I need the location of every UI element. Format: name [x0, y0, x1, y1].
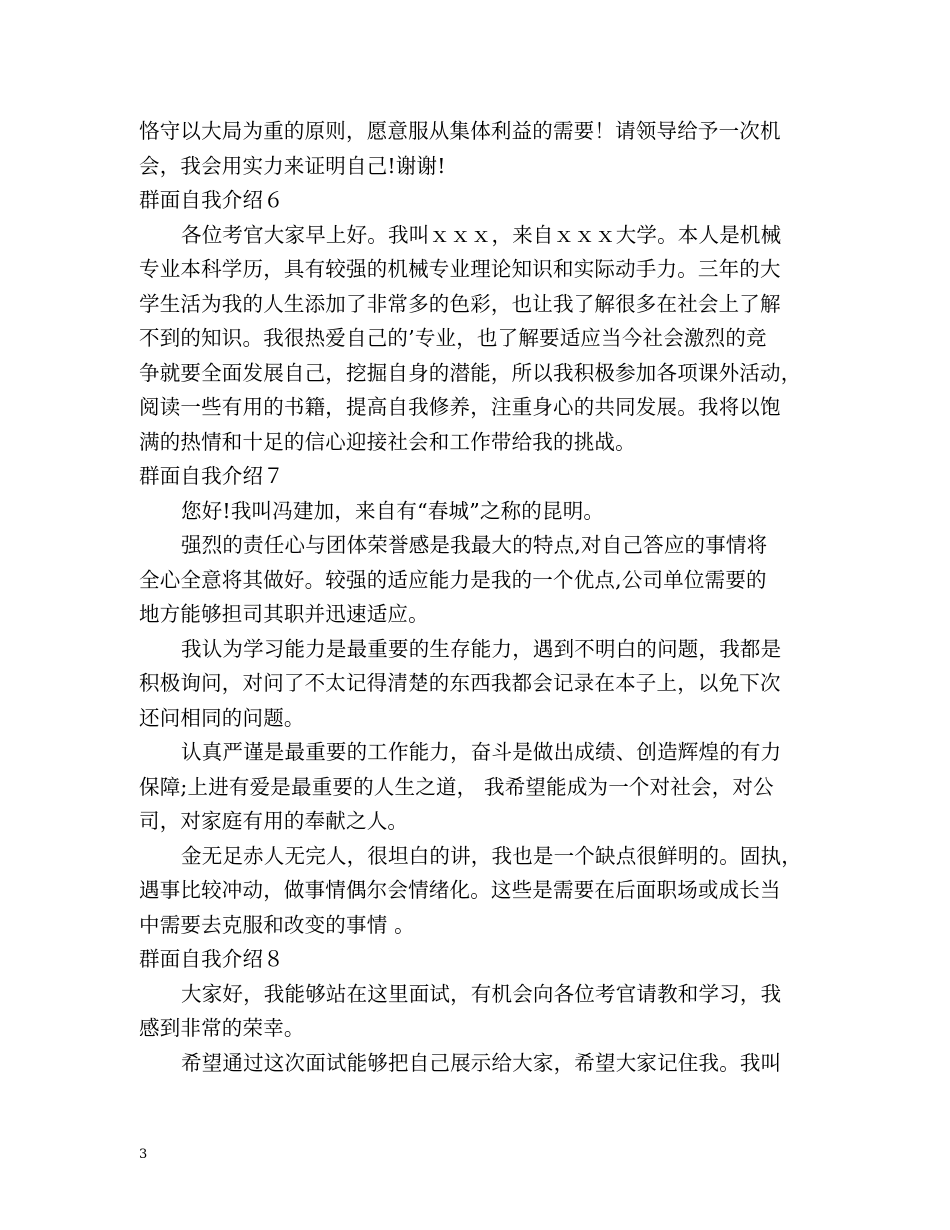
text-line: 积极询问，对问了不太记得清楚的东西我都会记录在本子上，以免下次 [139, 671, 781, 695]
text-line: 全心全意将其做好。较强的适应能力是我的一个优点,公司单位需要的 [139, 567, 767, 592]
text-line: 您好!我叫冯建加，来自有“春城”之称的昆明。 [181, 498, 605, 523]
text-line: 司，对家庭有用的奉献之人。 [139, 809, 409, 833]
text-line: 我认为学习能力是最重要的生存能力，遇到不明白的问题，我都是 [181, 636, 782, 661]
section-heading: 群面自我介绍８ [139, 947, 284, 971]
text-line: 争就要全面发展自己，挖掘自身的潜能，所以我积极参加各项课外活动， [139, 360, 802, 385]
text-line: 金无足赤人无完人，很坦白的讲，我也是一个缺点很鲜明的。固执， [181, 843, 802, 868]
text-line: 感到非常的荣幸。 [139, 1016, 305, 1040]
text-line: 大家好，我能够站在这里面试，有机会向各位考官请教和学习，我 [181, 981, 782, 1006]
text-line: 会，我会用实力来证明自己!谢谢! [139, 153, 446, 178]
text-line: 中需要去克服和改变的事情 。 [139, 912, 415, 937]
text-line: 地方能够担司其职并迅速适应。 [139, 602, 429, 626]
text-line: 各位考官大家早上好。我叫ｘｘｘ，来自ｘｘｘ大学。本人是机械 [181, 222, 782, 247]
text-line: 专业本科学历，具有较强的机械专业理论知识和实际动手力。三年的大 [139, 257, 781, 281]
text-line: 恪守以大局为重的原则，愿意服从集体利益的需要！请领导给予一次机 [139, 119, 781, 143]
section-heading: 群面自我介绍７ [139, 464, 284, 488]
text-line: 学生活为我的人生添加了非常多的色彩，也让我了解很多在社会上了解 [139, 291, 781, 316]
section-heading: 群面自我介绍６ [139, 188, 284, 212]
text-line: 认真严谨是最重要的工作能力，奋斗是做出成绩、创造辉煌的有力 [181, 740, 782, 764]
text-line: 保障;上进有爱是最重要的人生之道， 我希望能成为一个对社会，对公 [139, 774, 774, 799]
body-text [139, 114, 819, 1080]
text-line: 满的热情和十足的信心迎接社会和工作带给我的挑战。 [139, 429, 636, 454]
text-line: 还问相同的问题。 [139, 705, 305, 730]
text-line: 强烈的责任心与团体荣誉感是我最大的特点,对自己答应的事情将 [181, 533, 768, 557]
text-line: 希望通过这次面试能够把自己展示给大家，希望大家记住我。我叫 [181, 1050, 782, 1075]
text-line: 不到的知识。我很热爱自己的’专业，也了解要适应当今社会激烈的竞 [139, 326, 767, 350]
text-line: 遇事比较冲动，做事情偶尔会情绪化。这些是需要在后面职场或成长当 [139, 878, 781, 902]
page-number: 3 [139, 1147, 148, 1162]
text-line: 阅读一些有用的书籍，提高自我修养，注重身心的共同发展。我将以饱 [139, 395, 781, 419]
